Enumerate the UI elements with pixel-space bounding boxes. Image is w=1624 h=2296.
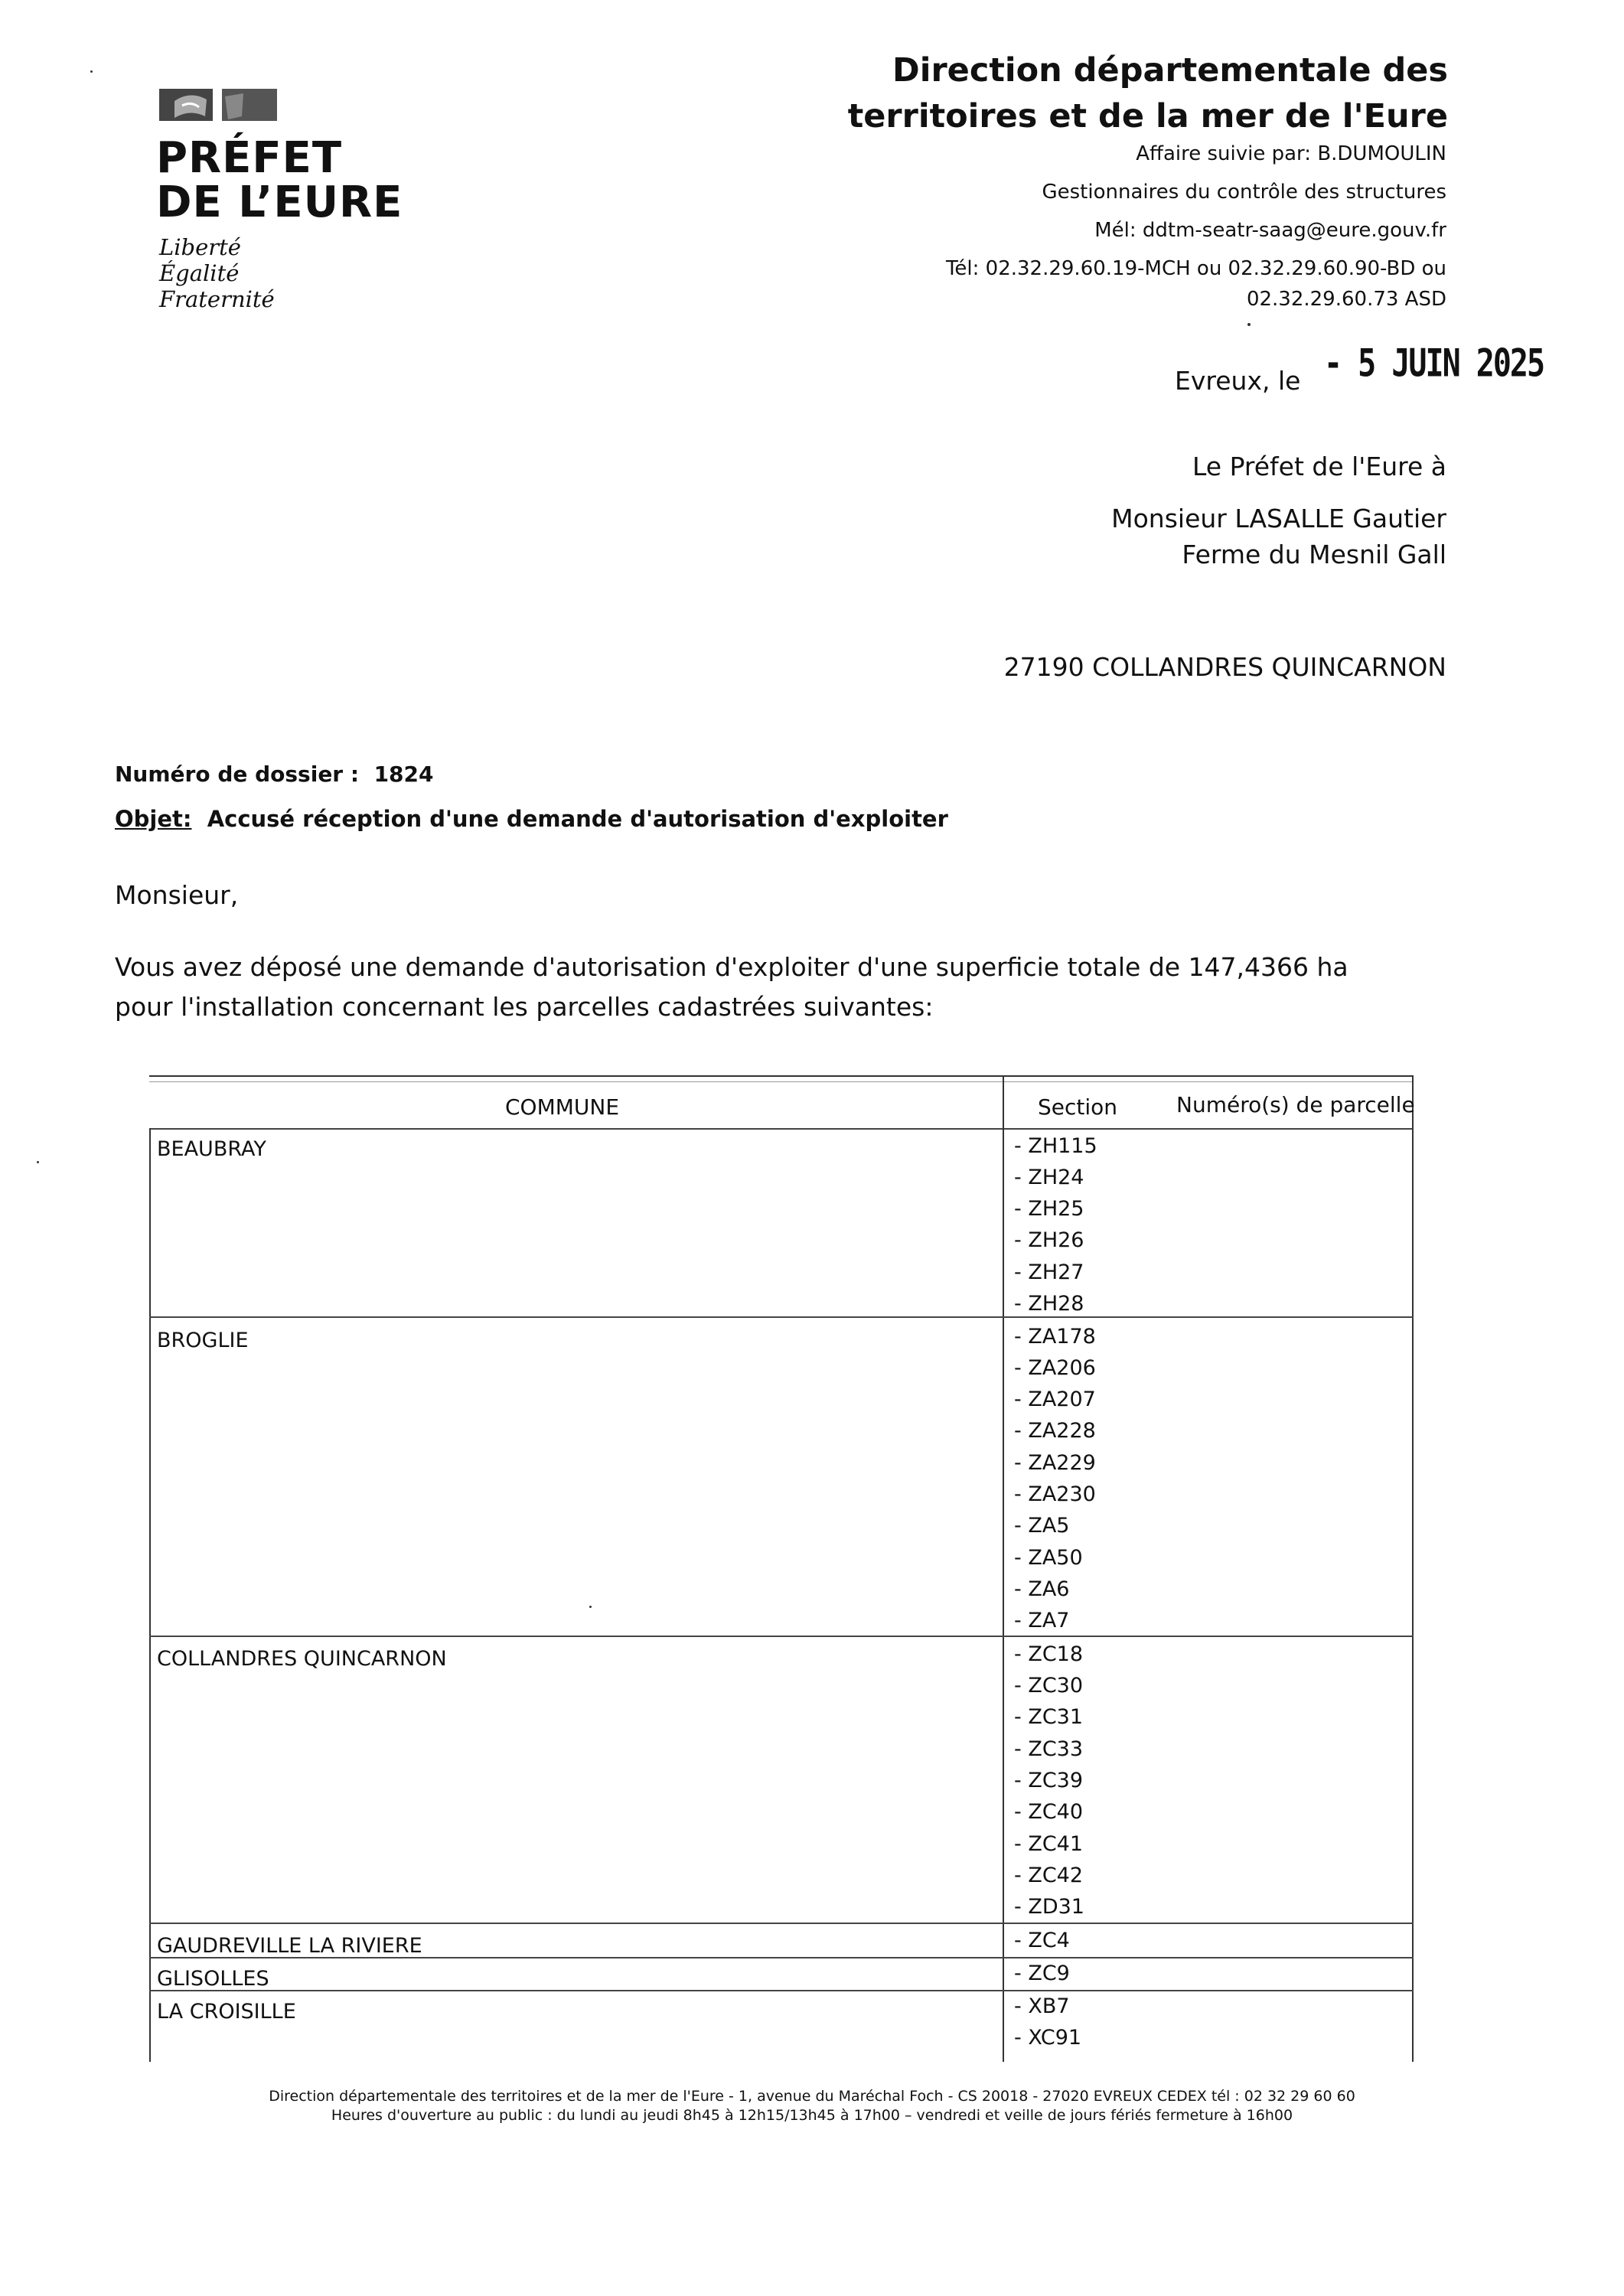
row-divider (149, 1636, 1414, 1637)
commune-glisolles: GLISOLLES (157, 1967, 269, 1991)
section-item: - ZA7 (1014, 1609, 1070, 1632)
section-item: - ZC41 (1014, 1832, 1084, 1856)
section-item: - ZA5 (1014, 1514, 1070, 1538)
objet-text: Accusé réception d'une demande d'autorisation d'exploiter (207, 806, 948, 832)
body-paragraph: Vous avez déposé une demande d'autorisation d'exploiter d'une superficie totale de 147,4366 ha pour l'installation concernant les parcelles cadastrées suivantes: (115, 952, 1348, 1022)
phone-contact: Tél: 02.32.29.60.19-MCH ou 02.32.29.60.90-BD ou (945, 257, 1446, 280)
recipient-city: 27190 COLLANDRES QUINCARNON (1003, 652, 1446, 682)
section-item: - ZA178 (1014, 1325, 1096, 1349)
table-header-divider (149, 1128, 1414, 1130)
commune-collandres: COLLANDRES QUINCARNON (157, 1647, 447, 1671)
table-left-border (149, 1128, 151, 2062)
section-item: - ZH115 (1014, 1134, 1097, 1158)
table-right-border (1412, 1075, 1414, 2062)
section-item: - ZA50 (1014, 1546, 1083, 1570)
recipient-name: Monsieur LASALLE Gautier (1111, 504, 1446, 533)
footer-hours: Heures d'ouverture au public : du lundi au jeudi 8h45 à 12h15/13h45 à 17h00 – vendredi et veille de jours fériés fermeture à 16h00 (331, 2107, 1293, 2124)
section-item: - ZA207 (1014, 1388, 1096, 1411)
section-item: - ZC31 (1014, 1705, 1084, 1729)
section-item: - ZA230 (1014, 1482, 1096, 1506)
section-item: - ZH24 (1014, 1166, 1084, 1189)
section-item: - ZH28 (1014, 1292, 1084, 1316)
scan-speck (589, 1606, 592, 1608)
date-stamp: - 5 JUIN 2025 (1324, 341, 1544, 386)
direction-title: Direction départementale des territoires et de la mer de l'Eure (847, 51, 1448, 135)
table-column-divider (1003, 1075, 1004, 2062)
email-contact: Mél: ddtm-seatr-saag@eure.gouv.fr (1094, 219, 1446, 242)
section-item: - ZC9 (1014, 1962, 1070, 1985)
section-item: - ZC39 (1014, 1769, 1084, 1792)
section-item: - ZH26 (1014, 1228, 1084, 1252)
republic-motto: Liberté Égalité Fraternité (159, 234, 275, 312)
footer-address: Direction départementale des territoires et de la mer de l'Eure - 1, avenue du Maréchal Foch - CS 20018 - 27020 EVREUX CEDEX tél : 02 32 29 60 60 (269, 2088, 1355, 2105)
prefet-title: PRÉFET DE L’EURE (156, 133, 403, 227)
section-item: - ZC4 (1014, 1929, 1070, 1952)
section-item: - ZC42 (1014, 1864, 1084, 1887)
marianne-logo-icon (159, 86, 279, 124)
section-item: - ZH25 (1014, 1197, 1084, 1221)
section-item: - ZC18 (1014, 1642, 1084, 1666)
salutation: Monsieur, (115, 880, 239, 910)
commune-la-croisille: LA CROISILLE (157, 2000, 296, 2024)
scan-speck (1247, 323, 1251, 326)
table-top-border-inner (149, 1081, 1414, 1082)
table-top-border (149, 1075, 1414, 1077)
recipient-farm: Ferme du Mesnil Gall (1182, 540, 1446, 569)
col-header-numero: Numéro(s) de parcelle (1176, 1092, 1415, 1117)
section-item: - ZC30 (1014, 1674, 1084, 1698)
section-item: - ZD31 (1014, 1895, 1084, 1919)
dossier-number: Numéro de dossier : 1824 (115, 762, 434, 787)
row-divider (149, 1990, 1414, 1991)
scan-speck (90, 70, 93, 73)
section-item: - XC91 (1014, 2026, 1082, 2050)
section-item: - ZH27 (1014, 1261, 1084, 1284)
scan-speck (37, 1161, 39, 1163)
row-divider (149, 1316, 1414, 1318)
section-item: - ZC40 (1014, 1800, 1084, 1824)
date-label: Evreux, le (1175, 366, 1301, 396)
section-item: - ZA206 (1014, 1356, 1096, 1380)
section-item: - ZA228 (1014, 1419, 1096, 1443)
gestionnaires: Gestionnaires du contrôle des structures (1042, 181, 1446, 204)
section-item: - ZA6 (1014, 1577, 1070, 1601)
section-item: - XB7 (1014, 1994, 1070, 2018)
affaire-suivie: Affaire suivie par: B.DUMOULIN (1136, 142, 1446, 165)
section-item: - ZA229 (1014, 1451, 1096, 1475)
sender-line: Le Préfet de l'Eure à (1192, 452, 1446, 481)
section-item: - ZC33 (1014, 1737, 1084, 1761)
objet-line (115, 806, 948, 832)
col-header-commune: COMMUNE (505, 1094, 620, 1120)
col-header-section: Section (1038, 1094, 1118, 1120)
row-divider (149, 1923, 1414, 1924)
commune-gaudreville: GAUDREVILLE LA RIVIERE (157, 1934, 422, 1958)
commune-beaubray: BEAUBRAY (157, 1137, 266, 1161)
objet-label: Objet: (115, 806, 192, 832)
phone-contact-2: 02.32.29.60.73 ASD (1246, 288, 1446, 311)
commune-broglie: BROGLIE (157, 1329, 249, 1352)
